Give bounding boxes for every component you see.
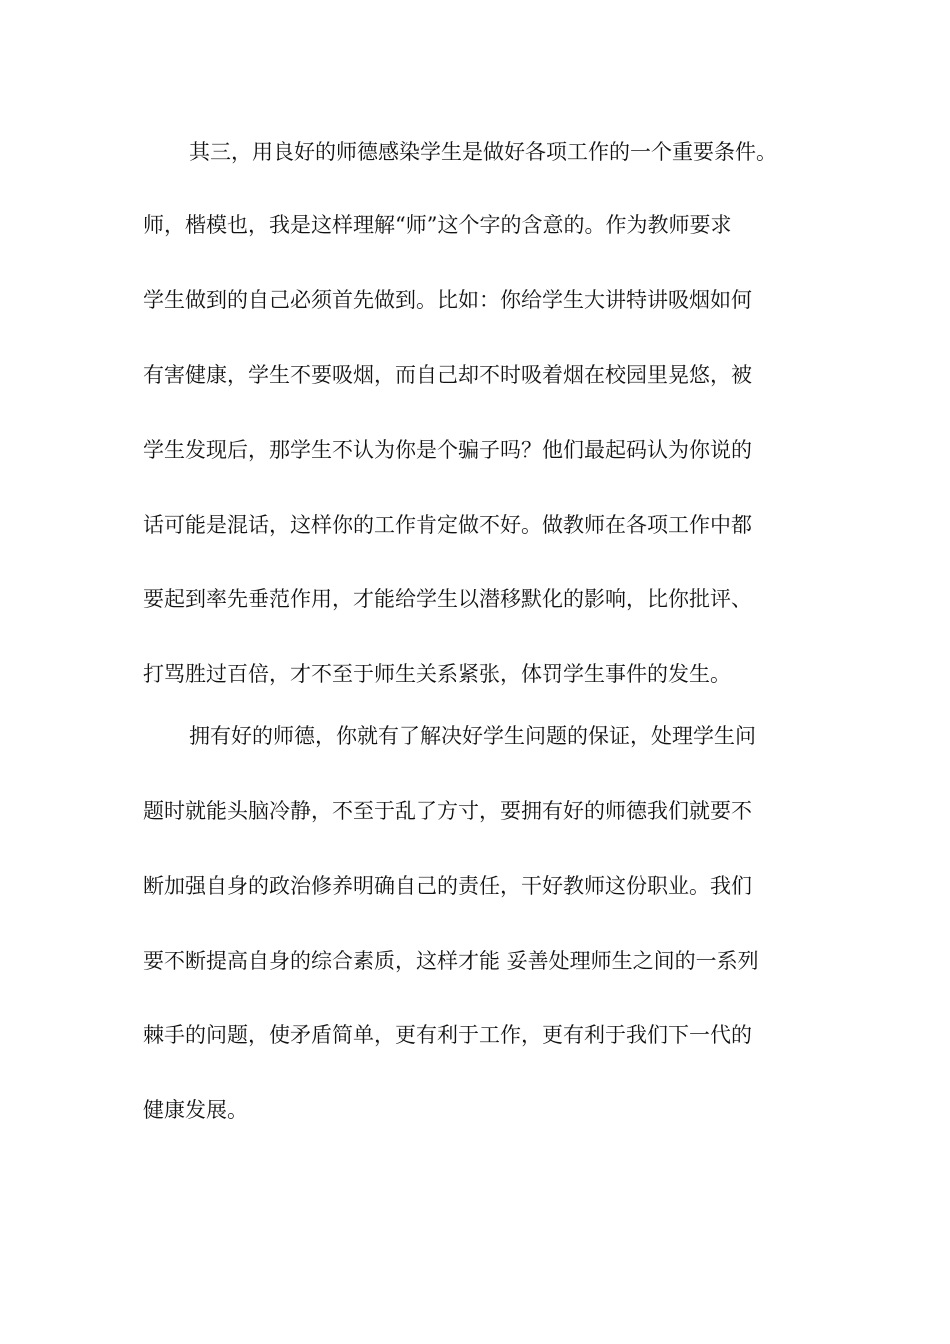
paragraph-1-line-8: 打骂胜过百倍，才不至于师生关系紧张，体罚学生事件的发生。 xyxy=(143,662,731,686)
paragraph-2-line-5: 棘手的问题，使矛盾简单，更有利于工作，更有利于我们下一代的 xyxy=(143,1023,752,1047)
paragraph-2-line-6: 健康发展。 xyxy=(143,1098,248,1122)
paragraph-1-line-3: 学生做到的自己必须首先做到。比如：你给学生大讲特讲吸烟如何 xyxy=(143,288,752,312)
paragraph-1-line-1: 其三，用良好的师德感染学生是做好各项工作的一个重要条件。 xyxy=(189,140,777,164)
paragraph-1-line-2: 师，楷模也，我是这样理解“师”这个字的含意的。作为教师要求 xyxy=(143,213,732,237)
paragraph-2-line-4: 要不断提高自身的综合素质，这样才能 妥善处理师生之间的一系列 xyxy=(143,949,759,973)
paragraph-1-line-4: 有害健康，学生不要吸烟，而自己却不时吸着烟在校园里晃悠，被 xyxy=(143,363,752,387)
paragraph-2-line-2: 题时就能头脑冷静，不至于乱了方寸，要拥有好的师德我们就要不 xyxy=(143,799,752,823)
paragraph-2-line-1: 拥有好的师德，你就有了解决好学生问题的保证，处理学生问 xyxy=(189,724,756,748)
paragraph-1-line-5: 学生发现后，那学生不认为你是个骗子吗？他们最起码认为你说的 xyxy=(143,438,752,462)
paragraph-1-line-7: 要起到率先垂范作用，才能给学生以潜移默化的影响，比你批评、 xyxy=(143,587,752,611)
paragraph-2-line-3: 断加强自身的政治修养明确自己的责任，干好教师这份职业。我们 xyxy=(143,874,752,898)
paragraph-1-line-6: 话可能是混话，这样你的工作肯定做不好。做教师在各项工作中都 xyxy=(143,513,752,537)
